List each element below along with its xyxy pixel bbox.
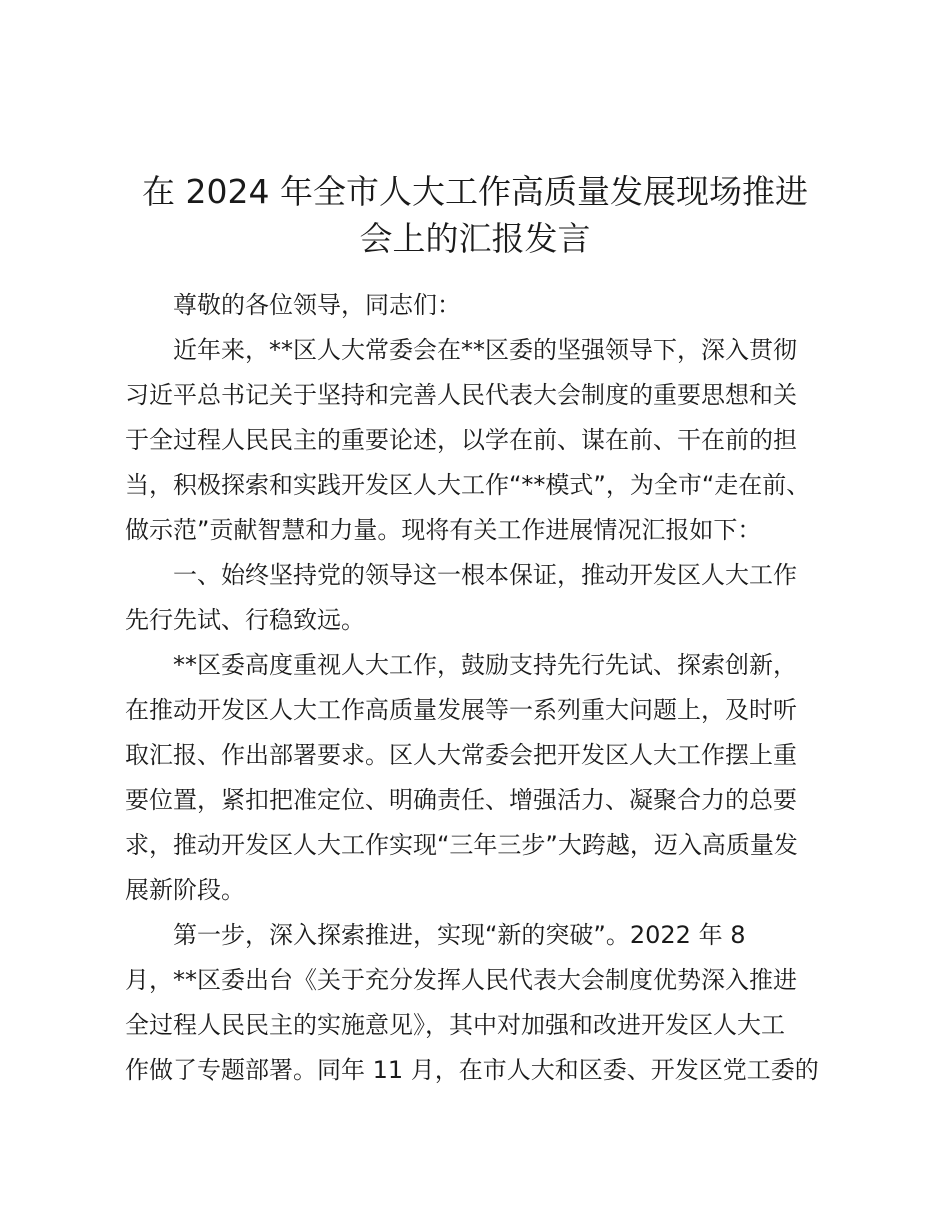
title-line-1: 在 2024 年全市人大工作高质量发展现场推进 [142, 172, 808, 211]
paragraph-line: 展新阶段。 [125, 876, 245, 904]
paragraph-line: 尊敬的各位领导，同志们： [173, 291, 461, 319]
paragraph-line: 求，推动开发区人大工作实现“三年三步”大跨越，迈入高质量发 [125, 831, 798, 859]
paragraph-line: 先行先试、行稳致远。 [125, 606, 365, 634]
paragraph-line: 取汇报、作出部署要求。区人大常委会把开发区人大工作摆上重 [125, 741, 797, 769]
paragraph-line: 作做了专题部署。同年 11 月，在市人大和区委、开发区党工委的 [125, 1056, 819, 1084]
paragraph-line: 第一步，深入探索推进，实现“新的突破”。2022 年 8 [173, 921, 746, 949]
paragraph-line: 全过程人民民主的实施意见》，其中对加强和改进开发区人大工 [125, 1011, 785, 1039]
paragraph-line: 于全过程人民民主的重要论述，以学在前、谋在前、干在前的担 [125, 426, 797, 454]
paragraph-line: 在推动开发区人大工作高质量发展等一系列重大问题上，及时听 [125, 696, 797, 724]
paragraph-line: 一、始终坚持党的领导这一根本保证，推动开发区人大工作 [173, 561, 797, 589]
paragraph-line: 月，**区委出台《关于充分发挥人民代表大会制度优势深入推进 [125, 966, 797, 994]
paragraph-line: **区委高度重视人大工作，鼓励支持先行先试、探索创新， [173, 651, 797, 679]
paragraph-line: 当，积极探索和实践开发区人大工作“**模式”，为全市“走在前、 [125, 471, 811, 499]
paragraph-line: 做示范”贡献智慧和力量。现将有关工作进展情况汇报如下： [125, 516, 762, 544]
paragraph-line: 近年来，**区人大常委会在**区委的坚强领导下，深入贯彻 [173, 336, 797, 364]
paragraph-line: 习近平总书记关于坚持和完善人民代表大会制度的重要思想和关 [125, 381, 797, 409]
document-body [125, 283, 825, 1093]
paragraph-line: 要位置，紧扣把准定位、明确责任、增强活力、凝聚合力的总要 [125, 786, 797, 814]
title-line-2: 会上的汇报发言 [359, 219, 591, 258]
document-title [100, 168, 850, 262]
